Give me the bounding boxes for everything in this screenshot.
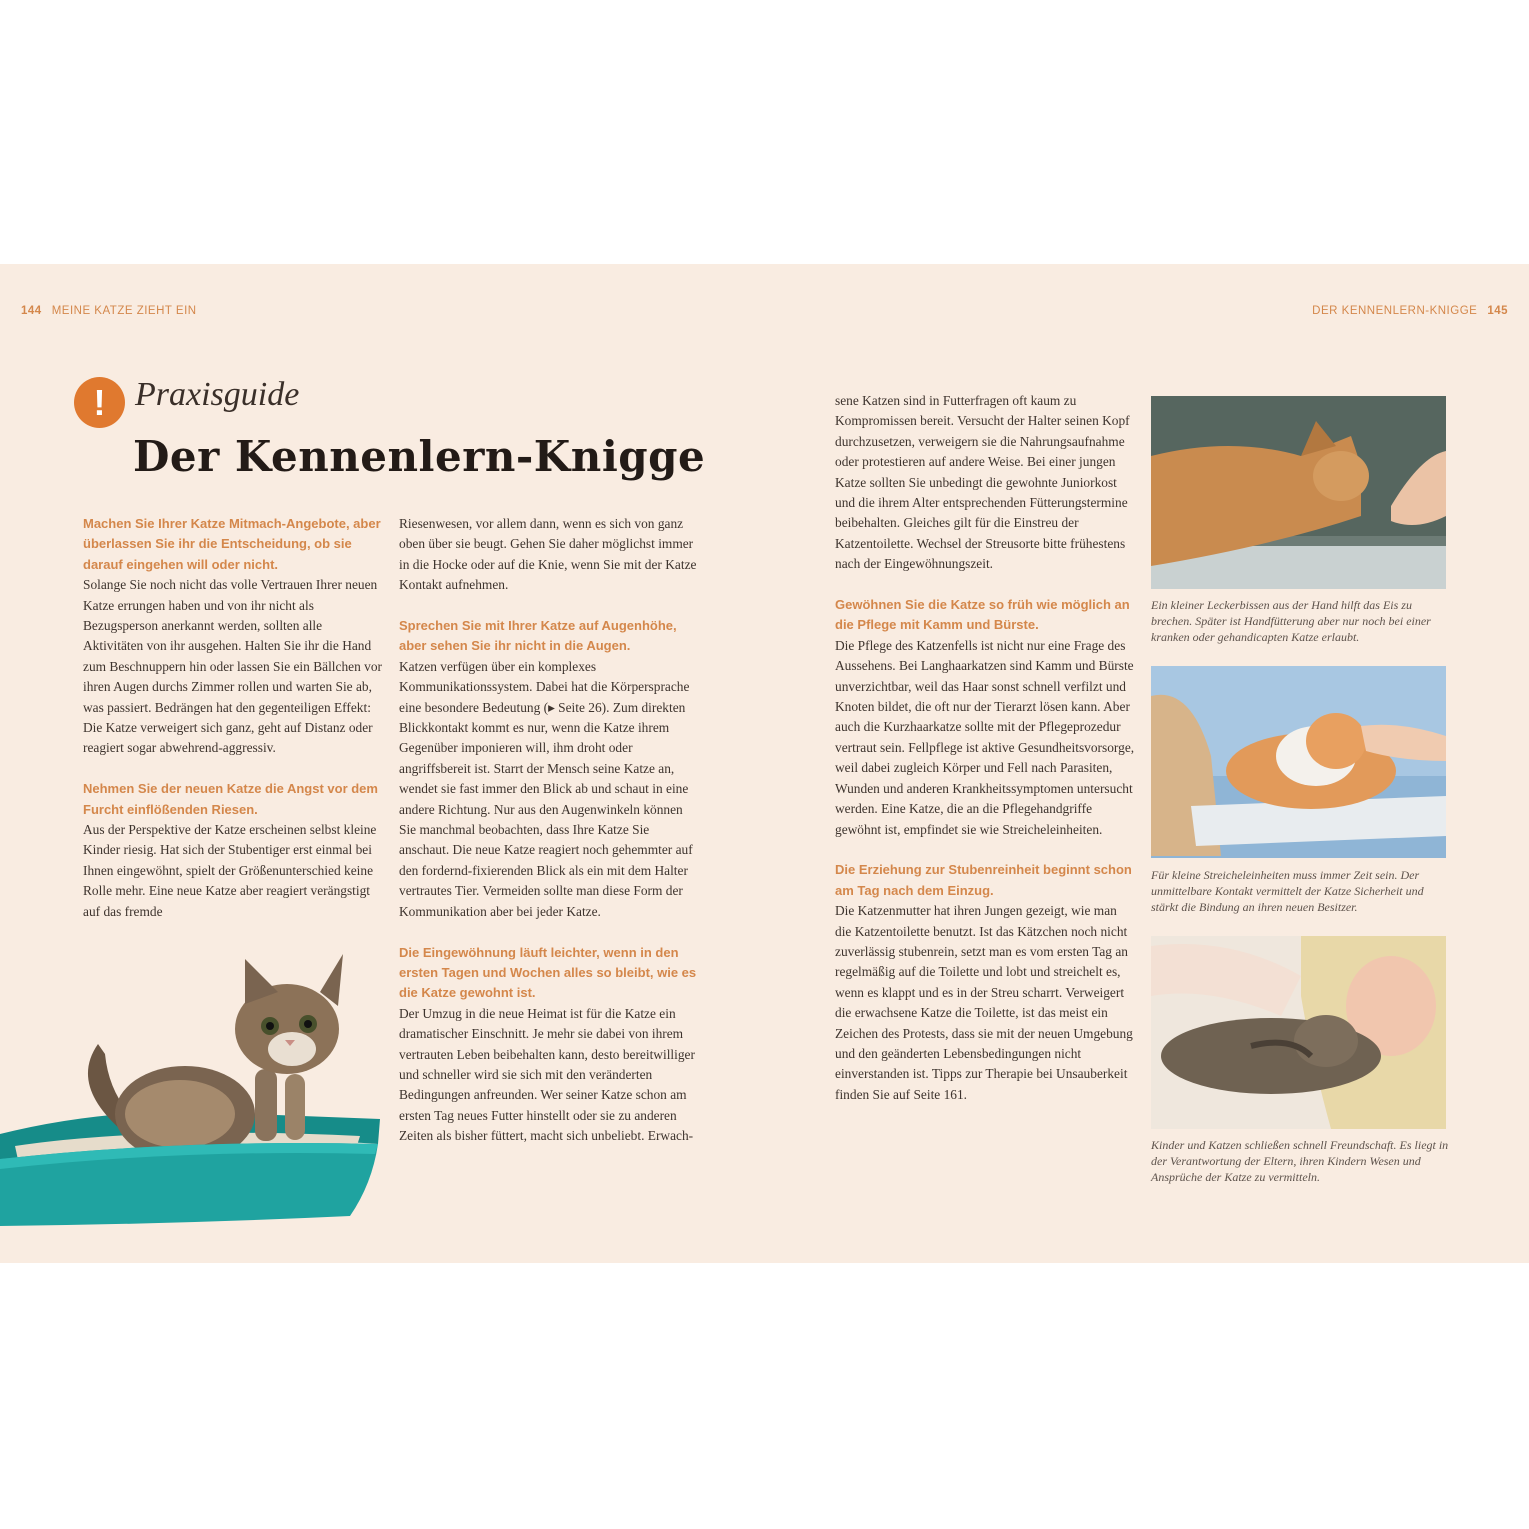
running-header-left	[21, 305, 197, 317]
body-paragraph: Solange Sie noch nicht das volle Vertrauen Ihrer neuen Katze errungen haben und von ihr nicht als Bezugsperson anerkannt werden, sollten alle Aktivitäten von ihr ausgehen. Halten Sie ihr die Hand zum Beschnuppern hin oder lassen Sie ein Bällchen vor ihren Augen durchs Zimmer rollen und warten Sie ab, was passiert. Bedrängen hat den gegenteiligen Effekt: Die Katze verweigert sich ganz, geht auf Distanz oder reagiert sogar abwehrend-aggressiv.	[83, 577, 382, 756]
book-spread	[0, 264, 1529, 1263]
photo-caption-2: Für kleine Streicheleinheiten muss immer Zeit sein. Der unmittelbare Kontakt vermittelt der Katze Sicherheit und stärkt die Bindung an ihren neuen Besitzer.	[1151, 868, 1424, 914]
body-paragraph: Der Umzug in die neue Heimat ist für die Katze ein dramatischer Einschnitt. Je mehr sie dabei von ihrem vertrauten Leben beibehalten kann, desto bereitwilliger und schneller wird sie sich mit den veränderten Bedingungen anfreunden. Wer seiner Katze schon am ersten Tag neues Futter hinstellt oder sie zu anderen Zeiten als bisher füttert, macht sich unbeliebt. Erwach-	[399, 1005, 695, 1144]
page-number-left: 144	[21, 305, 42, 317]
running-header-right	[1312, 305, 1508, 317]
running-title-left: MEINE KATZE ZIEHT EIN	[51, 305, 197, 317]
body-paragraph: Katzen verfügen über ein komplexes Kommunikationssystem. Dabei hat die Körpersprache eine besondere Bedeutung (▸ Seite 26). Zum direkten Blickkontakt kommt es nur, wenn die Katze ihrem Gegenüber imponieren will, ihm droht oder angriffsbereit ist. Starrt der Mensch seine Katze an, wendet sie fast immer den Blick ab und schaut in eine andere Richtung. Nur aus den Augenwinkeln können Sie manchmal beobachten, dass Ihre Katze Sie anschaut. Die neue Katze reagiert noch gehemmter auf den fordernd-fixierenden Blick als ein mit dem Halter vertrautes Tier. Vermeiden sollte man diese Form der Kommunikation aber bei jeder Katze.	[399, 658, 693, 919]
running-title-right: DER KENNENLERN-KNIGGE	[1312, 305, 1478, 317]
kitten-litter-tray-image	[0, 954, 400, 1254]
page-title: Der Kennenlern-Knigge	[133, 432, 706, 481]
body-paragraph: Riesenwesen, vor allem dann, wenn es sich von ganz oben über sie beugt. Gehen Sie daher möglichst immer in die Hocke oder auf die Knie, wenn Sie mit der Katze Kontakt aufnehmen.	[399, 516, 697, 593]
photo-child-with-cat	[1151, 936, 1446, 1129]
body-paragraph: Die Pflege des Katzenfells ist nicht nur eine Frage des Aussehens. Bei Langhaarkatzen sind Kamm und Bürste unverzichtbar, weil das Haar sonst schnell verfilzt und Knoten bildet, die oft nur der Tierarzt lösen kann. Aber auch die Kurzhaarkatze sollte mit der Pflegeprozedur vertraut sein. Fellpflege ist aktive Gesundheitsvorsorge, weil dabei zugleich Körper und Fell nach Parasiten, Wunden und anderen Krankheitssymptomen untersucht werden. Eine Katze, die an die Pflegehandgriffe gewöhnt ist, empfindet sie wie Streicheleinheiten.	[835, 637, 1135, 837]
section-kicker: Praxisguide	[135, 376, 300, 413]
body-paragraph: Die Katzenmutter hat ihren Jungen gezeigt, wie man die Katzentoilette benutzt. Ist das Kätzchen noch nicht zuverlässig stubenrein, setzt man es vom ersten Tag an regelmäßig auf die Toilette und lobt und streichelt es, wenn es klappt und es in der Streu scharrt. Verweigert die erwachsene Katze die Toilette, ist das meist ein Zeichen des Protests, dass sie mit der neuen Umgebung und den geänderten Lebensbedingungen nicht einverstanden ist. Tipps zur Therapie bei Unsauberkeit finden Sie auf Seite 161.	[835, 903, 1133, 1102]
subheading: Machen Sie Ihrer Katze Mitmach-Angebote, aber überlassen Sie ihr die Entscheidung, ob sie darauf eingehen will oder nicht.	[83, 516, 381, 572]
text-column-1	[83, 514, 383, 922]
subheading: Die Erziehung zur Stubenreinheit beginnt schon am Tag nach dem Einzug.	[835, 862, 1132, 898]
body-paragraph: sene Katzen sind in Futterfragen oft kaum zu Kompromissen bereit. Versucht der Halter seinen Kopf durchzusetzen, verweigern sie die Nahrungsaufnahme oder protestieren auf andere Weise. Bei einer jungen Katze sollten Sie unbedingt die gewohnte Juniorkost und die ihrem Alter entsprechenden Fütterungstermine beibehalten. Gleiches gilt für die Einstreu der Katzentoilette. Wechsel der Streusorte bitte frühestens nach der Eingewöhnungszeit.	[835, 393, 1130, 572]
exclamation-badge-icon: !	[74, 377, 125, 428]
subheading: Sprechen Sie mit Ihrer Katze auf Augenhöhe, aber sehen Sie ihr nicht in die Augen.	[399, 618, 677, 654]
subheading: Nehmen Sie der neuen Katze die Angst vor dem Furcht einflößenden Riesen.	[83, 781, 378, 817]
photo-caption-3: Kinder und Katzen schließen schnell Freundschaft. Es liegt in der Verantwortung der Eltern, ihren Kindern Wesen und Ansprüche der Katze zu vermitteln.	[1151, 1138, 1449, 1184]
body-paragraph: Aus der Perspektive der Katze erscheinen selbst kleine Kinder riesig. Hat sich der Stubentiger erst einmal bei Ihnen eingewöhnt, spielt der Größenunterschied keine Rolle mehr. Eine neue Katze aber reagiert verängstigt auf das fremde	[83, 822, 377, 919]
page-number-right: 145	[1487, 305, 1508, 317]
photo-cat-hand-feeding	[1151, 396, 1446, 589]
text-column-3	[835, 391, 1135, 1105]
subheading: Die Eingewöhnung läuft leichter, wenn in den ersten Tagen und Wochen alles so bleibt, wie es die Katze gewohnt ist.	[399, 944, 697, 1001]
subheading: Gewöhnen Sie die Katze so früh wie möglich an die Pflege mit Kamm und Bürste.	[835, 597, 1130, 633]
text-column-2	[399, 514, 699, 1147]
photo-caption-1: Ein kleiner Leckerbissen aus der Hand hilft das Eis zu brechen. Später ist Handfütterung aber nur noch bei einer kranken oder gehandicapten Katze erlaubt.	[1151, 598, 1431, 644]
photo-cat-stroked-on-chair	[1151, 666, 1446, 858]
